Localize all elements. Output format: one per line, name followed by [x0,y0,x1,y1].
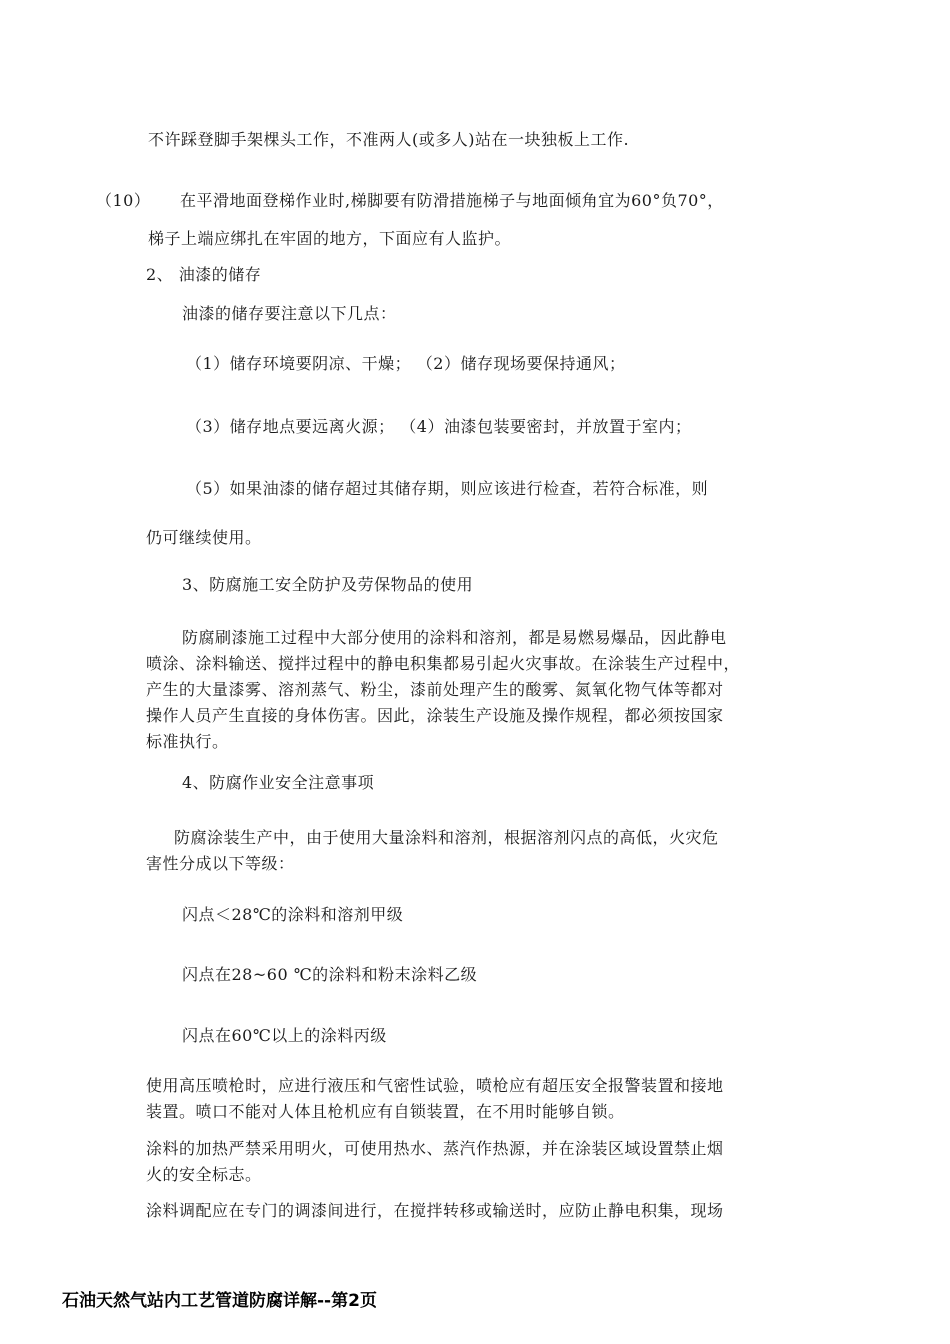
text-line: 涂料的加热严禁采用明火，可使用热水、蒸汽作热源，并在涂装区域设置禁止烟 [146,1139,724,1158]
section-heading: 4、防腐作业安全注意事项 [182,773,375,792]
text-line: 闪点在60℃以上的涂料丙级 [182,1026,387,1045]
text-line: 防腐涂装生产中，由于使用大量涂料和溶剂，根据溶剂闪点的高低，火灾危 [174,828,719,847]
text-line: 闪点＜28℃的涂料和溶剂甲级 [182,905,404,924]
text-line: 火的安全标志。 [146,1165,262,1184]
page-footer: 石油天然气站内工艺管道防腐详解--第2页 [62,1291,377,1311]
text-line: 仍可继续使用。 [146,528,262,547]
text-line: 害性分成以下等级： [146,854,295,873]
text-line: 涂料调配应在专门的调漆间进行，在搅拌转移或输送时，应防止静电积集，现场 [146,1201,724,1220]
text-line: 使用高压喷枪时，应进行液压和气密性试验，喷枪应有超压安全报警装置和接地 [146,1076,724,1095]
text-line: 梯子上端应绑扎在牢固的地方，下面应有人监护。 [148,229,512,248]
text-line: 油漆的储存要注意以下几点： [182,304,397,323]
text-line: 防腐刷漆施工过程中大部分使用的涂料和溶剂，都是易燃易爆品，因此静电 [182,628,727,647]
text-line: （5）如果油漆的储存超过其储存期，则应该进行检查，若符合标准，则 [186,479,709,498]
text-line: 不许踩登脚手架棵头工作，不准两人(或多人)站在一块独板上工作. [148,130,630,149]
section-heading: 3、防腐施工安全防护及劳保物品的使用 [182,575,474,594]
text-line: 产生的大量漆雾、溶剂蒸气、粉尘，漆前处理产生的酸雾、氮氧化物气体等都对 [146,680,724,699]
text-line: 装置。喷口不能对人体且枪机应有自锁装置，在不用时能够自锁。 [146,1102,625,1121]
item-number: （10） [96,191,151,210]
text-line: 操作人员产生直接的身体伤害。因此，涂装生产设施及操作规程，都必须按国家 [146,706,724,725]
text-line: 标准执行。 [146,732,229,751]
section-heading: 2、 油漆的储存 [146,265,262,284]
text-line: 闪点在28~60 ℃的涂料和粉末涂料乙级 [182,965,478,984]
text-line: 在平滑地面登梯作业时,梯脚要有防滑措施梯子与地面倾角宜为60°负70°， [180,191,724,210]
text-line: （1）储存环境要阴凉、干燥； （2）储存现场要保持通风； [186,354,626,373]
text-line: （3）储存地点要远离火源； （4）油漆包装要密封，并放置于室内； [186,417,692,436]
text-line: 喷涂、涂料输送、搅拌过程中的静电积集都易引起火灾事故。在涂装生产过程中， [146,654,741,673]
